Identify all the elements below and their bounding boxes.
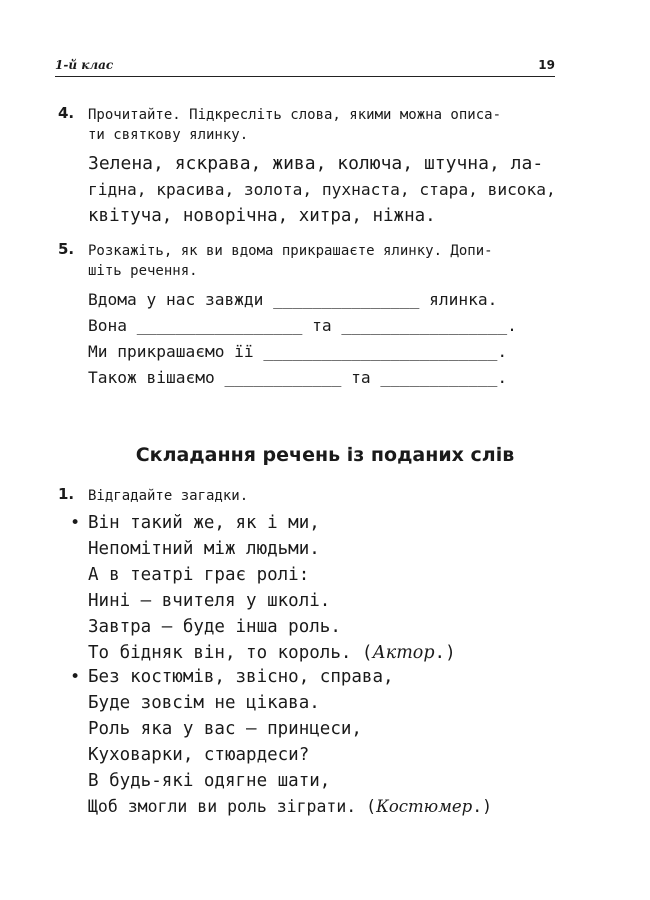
riddle-2-last-line [88,794,492,820]
riddle-2-answer: Костюмер [376,797,473,816]
task-5-instruction-line: Розкажіть, як ви вдома прикрашаєте ялинку. Допи- [88,243,493,259]
section-title: Складання речень із поданих слів [135,444,515,466]
riddle-2-line: В будь-які одягне шати, [88,771,331,791]
task-4-words-line: Зелена, яскрава, жива, колюча, штучна, ла- [88,153,544,174]
riddle-1-last-suffix: .) [434,643,456,663]
riddle-2-last-suffix: .) [472,797,493,816]
task-4-instruction-line: ти святкову ялинку. [88,127,249,143]
task-5-number: 5. [58,240,75,258]
bullet-marker: • [70,667,81,687]
riddle-1-line: Завтра — буде інша роль. [88,617,341,637]
task-4-instruction-line: Прочитайте. Підкресліть слова, якими можна описа- [88,107,502,123]
fill-in-sentence: Ми прикрашаємо її ________________________. [88,342,508,361]
riddle-2-line: Куховарки, стюардеси? [88,745,310,765]
bullet-marker: • [70,513,81,533]
task-1-instruction: Відгадайте загадки. [88,488,249,504]
riddle-2-line: Без костюмів, звісно, справа, [88,667,394,687]
riddle-1-line: Він такий же, як і ми, [88,513,320,533]
task-1-number: 1. [58,485,75,503]
riddle-1-answer: Актор [372,643,435,663]
riddle-2-line: Роль яка у вас — принцеси, [88,719,362,739]
fill-in-sentence: Також вішаємо ____________ та ____________. [88,368,508,387]
class-label: 1-й клас [55,58,114,72]
riddle-1-last-line [88,640,456,666]
riddle-1-line: А в театрі грає ролі: [88,565,310,585]
riddle-2-last-text: Щоб змогли ви роль зіграти. ( [88,797,377,816]
riddle-1-line: Непомітний між людьми. [88,539,320,559]
page-header [55,58,555,77]
fill-in-sentence: Вона _________________ та _________________. [88,316,517,335]
page-number: 19 [538,58,555,72]
riddle-2-line: Буде зовсім не цікава. [88,693,320,713]
task-4-number: 4. [58,104,75,122]
task-4-words-line: гідна, красива, золота, пухнаста, стара, висока, [88,180,556,199]
task-4-words-line: квітуча, новорічна, хитра, ніжна. [88,206,436,226]
riddle-1-line: Нині — вчителя у школі. [88,591,331,611]
riddle-1-last-text: То бідняк він, то король. ( [88,643,373,663]
task-5-instruction-line: шіть речення. [88,263,198,279]
fill-in-sentence: Вдома у нас завжди _______________ ялинка. [88,290,498,309]
